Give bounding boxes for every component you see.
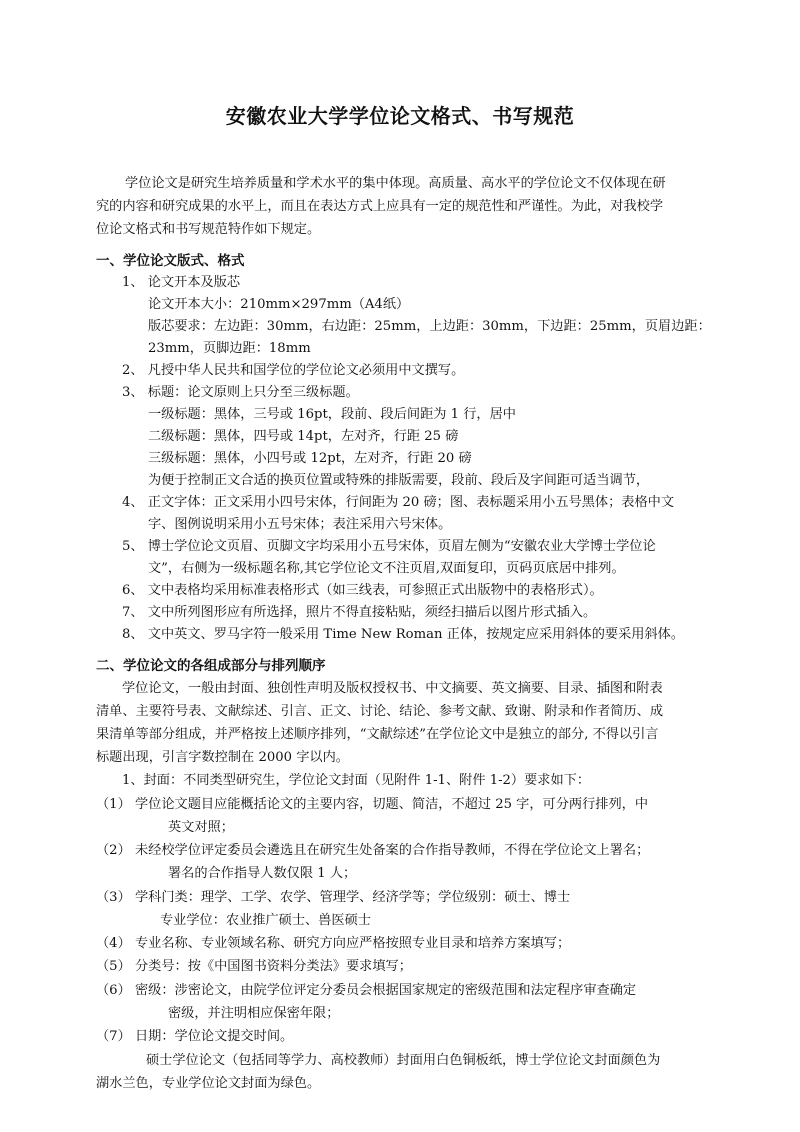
paragraph-line: 标题出现，引言字数控制在 2000 字以内。 bbox=[96, 750, 349, 765]
intro-line: 位论文格式和书写规范特作如下规定。 bbox=[96, 222, 321, 237]
section-heading: 二、学位论文的各组成部分与排列顺序 bbox=[96, 658, 326, 674]
list-item-line: 专业学位：农业推广硕士、兽医硕士 bbox=[160, 913, 371, 928]
list-item-line: （4） 专业名称、专业领域名称、研究方向应严格按照专业目录和培养方案填写； bbox=[96, 936, 571, 951]
paragraph-line: 1、封面：不同类型研究生，学位论文封面（见附件 1-1、附件 1-2）要求如下： bbox=[122, 773, 591, 788]
paragraph-line: 3、 标题：论文原则上只分至三级标题。 bbox=[122, 385, 359, 400]
paragraph-line: 5、 博士学位论文页眉、页脚文字均采用小五号宋体，页眉左侧为“安徽农业大学博士学位论 bbox=[122, 539, 656, 554]
list-item-line: （1） 学位论文题目应能概括论文的主要内容，切题、简洁，不超过 25 字，可分两行排列，中 bbox=[96, 797, 649, 812]
paragraph-line: 文”，右侧为一级标题名称,其它学位论文不注页眉,双面复印，页码页底居中排列。 bbox=[148, 561, 625, 576]
paragraph-line: 为便于控制正文合适的换页位置或特殊的排版需要，段前、段后及字间距可适当调节， bbox=[148, 473, 650, 488]
paragraph-line: 三级标题：黑体，小四号或 12pt，左对齐，行距 20 磅 bbox=[148, 451, 472, 466]
paragraph-line: 4、 正文字体：正文采用小四号宋体，行间距为 20 磅；图、表标题采用小五号黑体；表格中文 bbox=[122, 495, 675, 510]
paragraph-line: 清单、主要符号表、文献综述、引言、正文、讨论、结论、参考文献、致谢、附录和作者简历、成 bbox=[96, 704, 664, 719]
list-item-line: 英文对照； bbox=[168, 820, 234, 835]
paragraph-line: 湖水兰色，专业学位论文封面为绿色。 bbox=[96, 1076, 321, 1091]
paragraph-line: 字、图例说明采用小五号宋体；表注采用六号宋体。 bbox=[148, 517, 452, 532]
list-item-line: （6） 密级：涉密论文，由院学位评定分委员会根据国家规定的密级范围和法定程序审查确定 bbox=[96, 983, 637, 998]
paragraph-line: 版芯要求：左边距：30mm，右边距：25mm，上边距：30mm，下边距：25mm，页眉边距： bbox=[148, 319, 711, 334]
paragraph-line: 硕士学位论文（包括同等学力、高校教师）封面用白色铜板纸，博士学位论文封面颜色为 bbox=[146, 1053, 661, 1068]
intro-line: 究的内容和研究成果的水平上，而且在表达方式上应具有一定的规范性和严谨性。为此，对我校学 bbox=[96, 199, 664, 214]
paragraph-line: 论文开本大小：210mm×297mm（A4纸） bbox=[148, 297, 410, 312]
list-item-line: （5） 分类号：按《中国图书资料分类法》要求填写； bbox=[96, 959, 412, 974]
list-item-line: （3） 学科门类：理学、工学、农学、管理学、经济学等；学位级别：硕士、博士 bbox=[96, 890, 571, 905]
paragraph-line: 6、 文中表格均采用标准表格形式（如三线表，可参照正式出版物中的表格形式）。 bbox=[122, 583, 603, 598]
list-item-line: 署名的合作指导人数仅限 1 人； bbox=[168, 866, 357, 881]
list-item-line: （7） 日期：学位论文提交时间。 bbox=[96, 1029, 294, 1044]
paragraph-line: 1、 论文开本及版芯 bbox=[122, 275, 241, 290]
paragraph-line: 二级标题：黑体，四号或 14pt，左对齐，行距 25 磅 bbox=[148, 429, 459, 444]
paragraph-line: 学位论文，一般由封面、独创性声明及版权授权书、中文摘要、英文摘要、目录、插图和附表 bbox=[122, 681, 663, 696]
section-heading: 一、学位论文版式、格式 bbox=[96, 253, 245, 269]
paragraph-line: 果清单等部分组成，并严格按上述顺序排列，“文献综述”在学位论文中是独立的部分, 不得以引言 bbox=[96, 727, 659, 742]
paragraph-line: 7、 文中所列图形应有所选择，照片不得直接粘贴，须经扫描后以图片形式插入。 bbox=[122, 605, 597, 620]
paragraph-line: 2、 凡授中华人民共和国学位的学位论文必须用中文撰写。 bbox=[122, 363, 465, 378]
document-title: 安徽农业大学学位论文格式、书写规范 bbox=[225, 104, 575, 128]
paragraph-line: 一级标题：黑体，三号或 16pt，段前、段后间距为 1 行，居中 bbox=[148, 407, 516, 422]
intro-line: 学位论文是研究生培养质量和学术水平的集中体现。高质量、高水平的学位论文不仅体现在研 bbox=[125, 176, 666, 191]
list-item-line: （2） 未经校学位评定委员会遴选且在研究生处备案的合作指导教师，不得在学位论文上署名； bbox=[96, 843, 650, 858]
paragraph-line: 23mm，页脚边距：18mm bbox=[148, 341, 311, 356]
list-item-line: 密级，并注明相应保密年限； bbox=[168, 1006, 340, 1021]
paragraph-line: 8、 文中英文、罗马字符一般采用 Time New Roman 正体，按规定应采用斜体的要采用斜体。 bbox=[122, 627, 685, 642]
